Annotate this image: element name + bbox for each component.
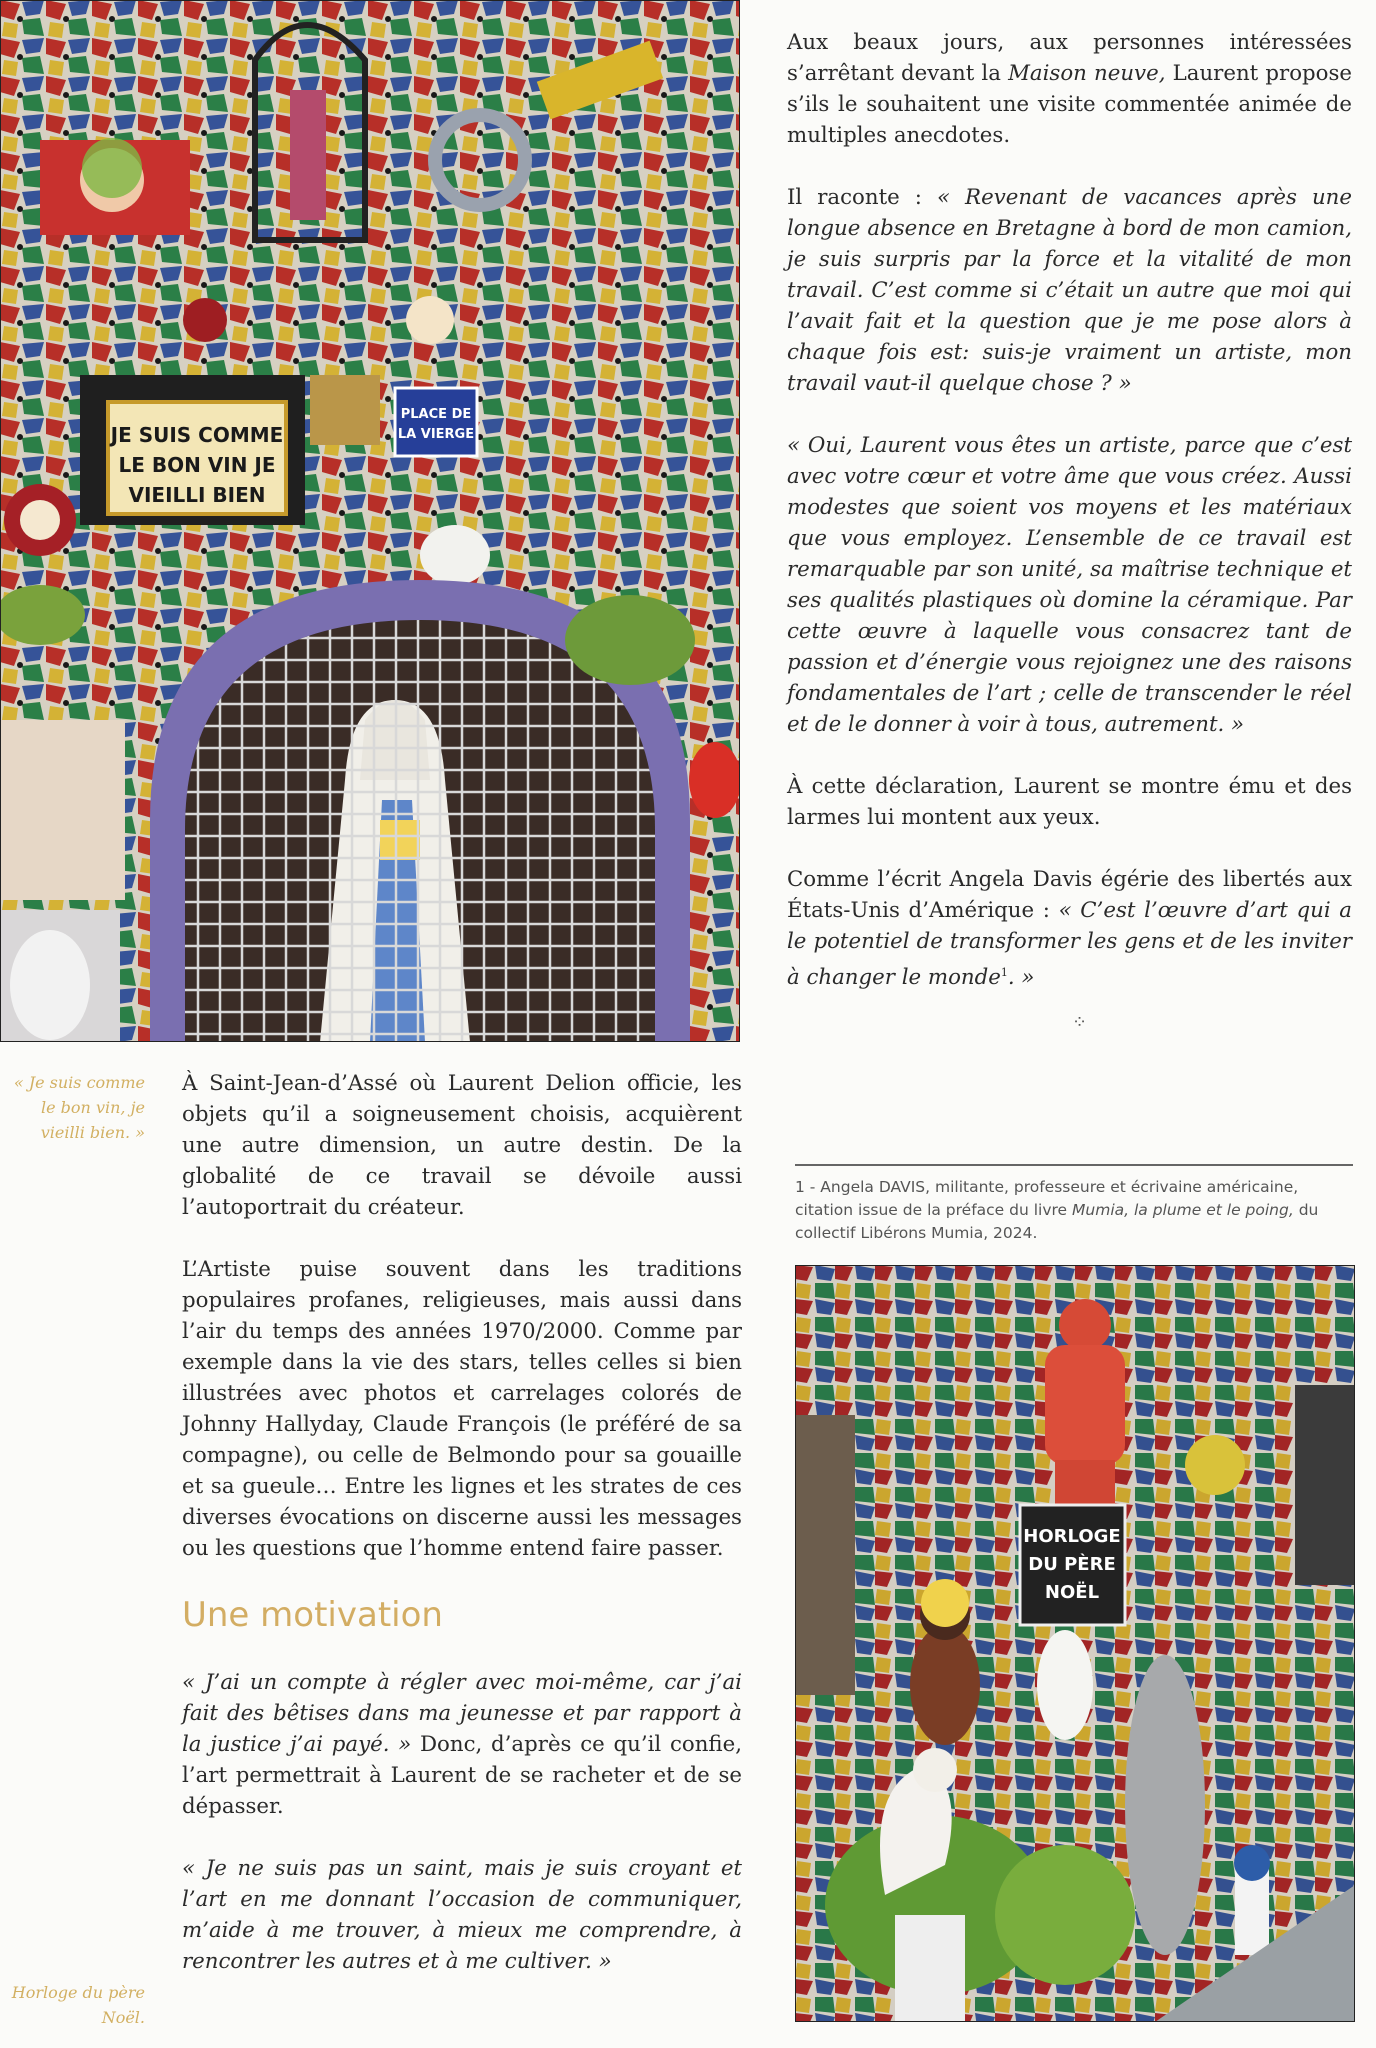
quote-text: « J’ai un compte à régler avec moi-même, car j’ai fait des bêtises dans ma jeunesse et par rapport à la justice j’ai payé. »: [182, 1670, 742, 1757]
paragraph: À cette déclaration, Laurent se montre ému et des larmes lui montent aux yeux.: [787, 774, 1352, 830]
quote-end: . »: [1007, 965, 1035, 991]
sign-line-2: LE BON VIN JE: [118, 453, 276, 477]
santa-clock-mosaic-illustration: [795, 1265, 1355, 2022]
paragraph: L’Artiste puise souvent dans les traditions populaires profanes, religieuses, mais aussi dans l’air du temps des années 1970/2000. Comme par exemple dans la vie des stars, telles celles si bien illustrées avec photos et carrelages colorés de Johnny Hallyday, Claude François (le préféré de sa compagne), ou celle de Belmondo pour sa gouaille et sa gueule… Entre les lignes et les strates de ces diverses évocations on discerne aussi les messages ou les questions que l’homme entend faire passer.: [182, 1257, 742, 1561]
paragraph: [787, 864, 1352, 993]
paragraph-text: Il raconte :: [787, 185, 937, 210]
section-heading: Une motivation: [182, 1595, 443, 1635]
photo-caption-bottom: Horloge du père Noël.: [11, 1983, 145, 2027]
emphasis-text: Maison neuve,: [1008, 61, 1166, 86]
paragraph: [787, 27, 1352, 151]
quote-text: « Je ne suis pas un saint, mais je suis croyant et l’art en me donnant l’occasion de communiquer, m’aide à me trouver, à mieux me comprendre, à rencontrer les autres et à me cultiver. »: [182, 1856, 742, 1974]
paragraph: [182, 1667, 742, 1822]
footnote-text: du collectif Libérons Mumia, 2024.: [795, 1201, 1319, 1242]
paragraph-text: Comme l’écrit Angela Davis égérie des libertés aux États-Unis d’Amérique :: [787, 867, 1352, 923]
sign-line-3: VIEILLI BIEN: [128, 483, 266, 507]
photo-caption-top: « Je suis comme le bon vin, je vieilli bien. »: [13, 1073, 145, 1142]
left-text-column: [182, 1068, 742, 1977]
paragraph: [787, 430, 1352, 740]
paragraph-text: Laurent propose s’ils le souhaitent une visite commentée animée de multiples anecdotes.: [787, 61, 1352, 148]
footnote-ref: 1: [1000, 966, 1008, 979]
paragraph: À Saint-Jean-d’Assé où Laurent Delion officie, les objets qu’il a soigneusement choisis, acquièrent une autre dimension, un autre destin. De la globalité de ce travail se dévoile aussi l’autoportrait du créateur.: [182, 1071, 742, 1220]
clock-sign-line-1: HORLOGE: [1023, 1526, 1121, 1547]
sign-line-1: JE SUIS COMME: [110, 423, 284, 447]
quote-text: « Revenant de vacances après une longue absence en Bretagne à bord de mon camion, je suis surpris par la force et la vitalité de mon travail. C’est comme si c’était un autre que moi qui l’avait fait et la question que je me pose alors à chaque fois est: suis-je vraiment un artiste, mon travail vaut-il quelque chose ? »: [787, 185, 1352, 396]
footnote-text: 1 - Angela DAVIS, militante, professeure et écrivaine américaine, citation issue de la préface du livre: [795, 1178, 1299, 1219]
place-sign-line-1: PLACE DE: [400, 407, 472, 422]
paragraph-text: Aux beaux jours, aux personnes intéressées s’arrêtant devant la: [787, 30, 1352, 86]
mosaic-photo-bottom: [795, 1265, 1355, 2022]
paragraph-text: Donc, d’après ce qu’il confie, l’art permettrait à Laurent de se racheter et de se dépasser.: [182, 1732, 742, 1819]
right-text-column: [787, 27, 1352, 993]
footnote: [795, 1164, 1353, 1245]
footnote-book-title: Mumia, la plume et le poing,: [1072, 1201, 1294, 1219]
mosaic-photo-top: [0, 0, 740, 1042]
mosaic-chapel-illustration: [0, 0, 740, 1042]
section-end-marker: ⁘: [1072, 1012, 1088, 1033]
paragraph: [787, 182, 1352, 399]
quote-text: « Oui, Laurent vous êtes un artiste, parce que c’est avec votre cœur et votre âme que vous créez. Aussi modestes que soient vos moyens et les matériaux que vous employez. L’ensemble de ce travail est remarquable par son unité, sa maîtrise technique et ses qualités plastiques où domine la céramique. Par cette œuvre à laquelle vous consacrez tant de passion et d’énergie vous rejoignez une des raisons fondamentales de l’art ; celle de transcender le réel et de le donner à voir à tous, autrement. »: [787, 433, 1352, 737]
place-sign-line-2: LA VIERGE: [397, 427, 475, 442]
clock-sign-line-3: NOËL: [1044, 1582, 1100, 1603]
clock-sign-line-2: DU PÈRE: [1028, 1554, 1116, 1575]
quote-text: « C’est l’œuvre d’art qui a le potentiel de transformer les gens et de les inviter à changer le monde: [787, 898, 1353, 991]
paragraph: [182, 1853, 742, 1977]
